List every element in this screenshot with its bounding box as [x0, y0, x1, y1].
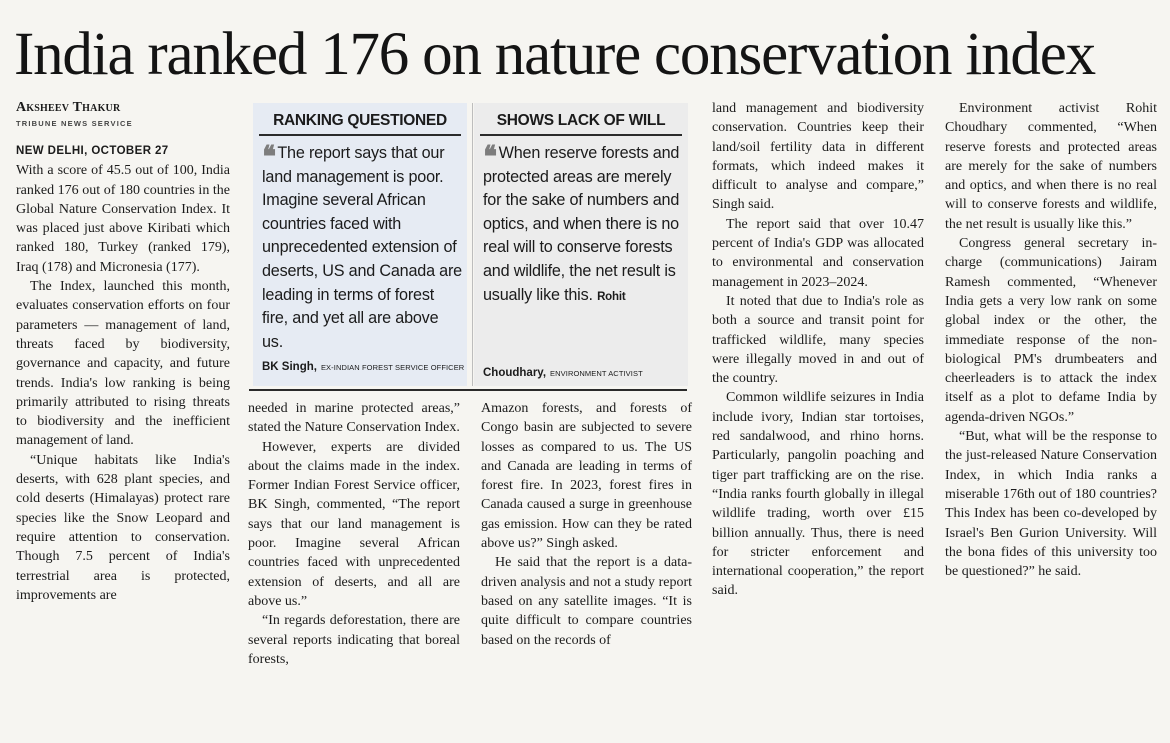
quote-mark-icon: ❛❛	[262, 141, 272, 174]
quote-heading: RANKING QUESTIONED	[273, 112, 447, 129]
paragraph: He said that the report is a data-driven analysis and not a study report based on any satellite images. “It is quite difficult to compare countries based on the records of	[481, 555, 692, 648]
paragraph: “But, what will be the response to the just-released Nature Conservation Index, in which India ranks a miserable 176th out of 180 countries? This Index has been co-developed by Israel's Ben Gurion University. Will the bona fides of this university too be questioned?” he said.	[945, 429, 1157, 580]
quote-panel-lack-of-will	[474, 103, 688, 386]
article-column-3	[481, 399, 692, 650]
quote-sidebar-box	[249, 103, 687, 389]
pull-quote	[253, 136, 467, 354]
headline: India ranked 176 on nature conservation index	[14, 21, 1095, 88]
paragraph: However, experts are divided about the claims made in the index. Former Indian Forest Service officer, BK Singh, commented, “The report says that our land management is poor. Imagine several African countries faced with unprecedented extension of deserts, and all are above us.”	[248, 439, 460, 609]
sidebar-bottom-rule	[249, 389, 687, 391]
attribution-name-first: Rohit	[597, 290, 626, 303]
article-column-2	[248, 399, 460, 669]
byline	[16, 100, 241, 128]
paragraph: “Unique habitats like India's deserts, with 628 plant species, and cold deserts (Himalayas) protect rare species like the Snow Leopard and require attention to conservation. Though 7.5 percent of India's terrestrial area is protected, improvements are	[16, 452, 230, 603]
quote-heading: SHOWS LACK OF WILL	[496, 112, 666, 129]
article-column-1	[16, 142, 230, 605]
paragraph: needed in marine protected areas,” stated the Nature Conservation Index.	[248, 401, 460, 436]
paragraph: Amazon forests, and forests of Congo basin are subjected to severe losses as compared to us. The US and Canada are leading in terms of forest fire. In 2023, forest fires in Canada caused a surge in greenhouse gas emission. How can they be rated above us?” Singh asked.	[481, 401, 692, 552]
paragraph: Common wildlife seizures in India include ivory, Indian star tortoises, red sandalwood, and rhino horns. Particularly, pangolin poaching and tiger part trafficking are on the rise. “India ranks fourth globally in illegal wildlife trading, worth over £15 billion annually. Thus, there is need for stricter enforcement and international cooperation,” the report said.	[712, 390, 924, 599]
sidebar-divider	[472, 103, 473, 386]
paragraph: The report said that over 10.47 percent of India's GDP was allocated to environmental and conservation management in 2023–2024.	[712, 216, 924, 290]
attribution-name: BK Singh,	[262, 361, 317, 373]
byline-author: Aksheev Thakur	[16, 100, 121, 115]
quote-panel-ranking-questioned	[253, 103, 467, 386]
byline-service: TRIBUNE NEWS SERVICE	[16, 119, 133, 128]
pull-quote-text: When reserve forests and protected areas are merely for the sake of numbers and optics, and when there is no real will to conserve forests and wildlife, the net result is usually like this.	[483, 144, 680, 304]
pull-quote	[474, 136, 688, 309]
pull-quote-text: The report says that our land management is poor. Imagine several African countries faced with unprecedented extension of deserts, US and Canada are leading in terms of forest fire, and yet all are above us.	[262, 144, 462, 351]
article-column-4	[712, 99, 924, 601]
paragraph: With a score of 45.5 out of 100, India ranked 176 out of 180 countries in the Global Nature Conservation Index. It was placed just above Kiribati which ranked 180, Turkey (ranked 179), Iraq (178) and Micronesia (177).	[16, 163, 230, 275]
paragraph: Environment activist Rohit Choudhary commented, “When reserve forests and protected areas are merely for the sake of numbers and optics, and when there is no real will to conserve forests and wildlife, the net result is usually like this.”	[945, 101, 1157, 232]
paragraph: land management and biodiversity conservation. Countries keep their land/soil fertility data in different formats, which indeed makes it difficult to analyse and compare,” Singh said.	[712, 101, 924, 213]
paragraph: It noted that due to India's role as both a source and transit point for trafficked wildlife, many species were illegally moved in and out of the country.	[712, 293, 924, 387]
attribution-name: Choudhary,	[483, 367, 547, 379]
paragraph: The Index, launched this month, evaluates conservation efforts on four parameters — management of land, threats faced by biodiversity, governance and capacity, and future trends. India's low ranking is being primarily attributed to rising threats to biodiversity and the inefficient management of land.	[16, 279, 230, 449]
attribution-role: ENVIRONMENT ACTIVIST	[550, 369, 643, 378]
quote-mark-icon: ❛❛	[483, 141, 493, 174]
paragraph: “In regards deforestation, there are several reports indicating that boreal forests,	[248, 613, 460, 667]
dateline: NEW DELHI, OCTOBER 27	[16, 145, 169, 157]
paragraph: Congress general secretary in-charge (communications) Jairam Ramesh commented, “Whenever India gets a very low rank on some global index or the other, the immediate response of the non-biological PM's drumbeaters and cheerleaders is to attack the index itself as a plot to defame India by agenda-driven NGOs.”	[945, 236, 1157, 425]
article-column-5	[945, 99, 1157, 581]
quote-attribution	[262, 357, 464, 375]
attribution-role: EX-INDIAN FOREST SERVICE OFFICER	[320, 363, 465, 372]
quote-attribution	[483, 363, 643, 381]
